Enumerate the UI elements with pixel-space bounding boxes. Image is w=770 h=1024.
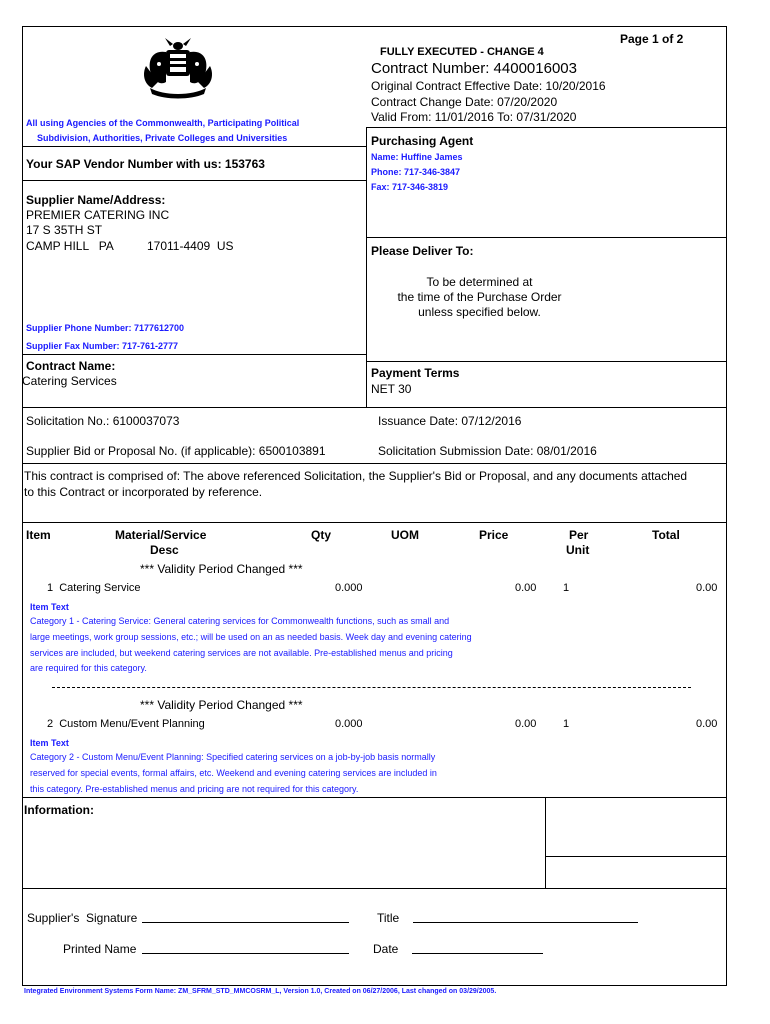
information-divider bbox=[545, 797, 546, 888]
vendor-number: Your SAP Vendor Number with us: 153763 bbox=[26, 157, 265, 171]
agent-name: Name: Huffine James bbox=[371, 152, 463, 162]
item-total: 0.00 bbox=[696, 582, 718, 594]
contract-number: Contract Number: 4400016003 bbox=[371, 60, 577, 77]
header-divider bbox=[366, 127, 367, 407]
item-text-label: Item Text bbox=[30, 738, 69, 748]
change-date: Contract Change Date: 07/20/2020 bbox=[371, 95, 558, 109]
comprised-line1: This contract is comprised of: The above referenced Solicitation, the Supplier's Bid or Proposal, and any documents attached bbox=[24, 469, 688, 483]
supplier-street: 17 S 35TH ST bbox=[26, 223, 103, 237]
item-validity: *** Validity Period Changed *** bbox=[140, 562, 303, 576]
payment-terms-rule bbox=[366, 361, 727, 362]
bid-number: Supplier Bid or Proposal No. (if applicable): 6500103891 bbox=[26, 444, 326, 458]
valid-dates: Valid From: 11/01/2016 To: 07/31/2020 bbox=[371, 110, 577, 124]
agent-top-rule bbox=[366, 127, 727, 128]
supplier-phone: Supplier Phone Number: 7177612700 bbox=[26, 323, 185, 333]
item-text-label: Item Text bbox=[30, 602, 69, 612]
column-qty: Qty bbox=[311, 528, 332, 542]
signature-label: Supplier's Signature bbox=[27, 911, 138, 925]
item-text-line: large meetings, work group sessions, etc.; will be used on an as needed basis. Week day and evening catering bbox=[30, 632, 472, 642]
item-text-line: are required for this category. bbox=[30, 663, 147, 673]
comprised-line2: to this Contract or incorporated by reference. bbox=[24, 485, 263, 499]
supplier-zip: 17011-4409 US bbox=[147, 239, 234, 253]
date-label: Date bbox=[373, 942, 399, 956]
supplier-fax: Supplier Fax Number: 717-761-2777 bbox=[26, 341, 179, 351]
payment-terms-label: Payment Terms bbox=[371, 366, 460, 380]
item-separator bbox=[52, 687, 691, 688]
agent-phone: Phone: 717-346-3847 bbox=[371, 167, 461, 177]
information-right-rule bbox=[545, 856, 727, 857]
item-description: 2 Custom Menu/Event Planning bbox=[47, 718, 205, 730]
column-uom: UOM bbox=[391, 528, 419, 542]
purchasing-agent-title: Purchasing Agent bbox=[371, 134, 474, 148]
column-material: Material/Service bbox=[115, 528, 207, 542]
deliver-line2: the time of the Purchase Order bbox=[397, 290, 562, 304]
agencies-line1: All using Agencies of the Commonwealth, Participating Political bbox=[26, 118, 300, 128]
column-unit: Unit bbox=[566, 543, 590, 557]
item-qty: 0.000 bbox=[335, 718, 363, 730]
signature-line[interactable] bbox=[142, 922, 349, 923]
information-label: Information: bbox=[24, 803, 94, 817]
header-rule bbox=[22, 146, 367, 147]
item-price: 0.00 bbox=[515, 582, 537, 594]
deliver-rule bbox=[366, 237, 727, 238]
contract-name-label: Contract Name: bbox=[26, 359, 116, 373]
information-rule bbox=[22, 797, 727, 798]
form-footer: Integrated Environment Systems Form Name: ZM_SFRM_STD_MMCOSRM_L, Version 1.0, Created on 06/27/2006, Last changed on 03/29/2005. bbox=[24, 988, 497, 995]
agencies-line2: Subdivision, Authorities, Private Colleges and Universities bbox=[37, 133, 288, 143]
deliver-label: Please Deliver To: bbox=[371, 244, 474, 258]
item-text-line: Category 1 - Catering Service: General catering services for Commonwealth functions, such as small and bbox=[30, 616, 450, 626]
item-per: 1 bbox=[563, 582, 570, 594]
issuance-date: Issuance Date: 07/12/2016 bbox=[378, 414, 522, 428]
vendor-rule bbox=[22, 180, 367, 181]
column-per: Per bbox=[569, 528, 589, 542]
item-price: 0.00 bbox=[515, 718, 537, 730]
signature-rule bbox=[22, 888, 727, 889]
column-total: Total bbox=[652, 528, 680, 542]
title-line[interactable] bbox=[413, 922, 638, 923]
printed-name-line[interactable] bbox=[142, 953, 349, 954]
supplier-label: Supplier Name/Address: bbox=[26, 193, 166, 207]
agent-fax: Fax: 717-346-3819 bbox=[371, 182, 449, 192]
deliver-line3: unless specified below. bbox=[418, 305, 541, 319]
contract-name-value: Catering Services bbox=[22, 374, 117, 388]
executed-status: FULLY EXECUTED - CHANGE 4 bbox=[380, 46, 544, 58]
column-item: Item bbox=[26, 528, 51, 542]
comprised-rule bbox=[22, 463, 727, 464]
effective-date: Original Contract Effective Date: 10/20/2016 bbox=[371, 79, 606, 93]
supplier-city: CAMP HILL PA bbox=[26, 239, 114, 253]
submission-date: Solicitation Submission Date: 08/01/2016 bbox=[378, 444, 597, 458]
item-validity: *** Validity Period Changed *** bbox=[140, 698, 303, 712]
page-number: Page 1 of 2 bbox=[620, 32, 684, 46]
payment-terms-value: NET 30 bbox=[371, 382, 412, 396]
item-qty: 0.000 bbox=[335, 582, 363, 594]
commonwealth-seal-icon bbox=[140, 36, 216, 100]
date-line[interactable] bbox=[412, 953, 543, 954]
item-text-line: reserved for special events, formal affairs, etc. Weekend and evening catering services are included in bbox=[30, 768, 437, 778]
deliver-line1: To be determined at bbox=[426, 275, 533, 289]
contract-name-rule bbox=[22, 354, 367, 355]
solicitation-number: Solicitation No.: 6100037073 bbox=[26, 414, 180, 428]
item-text-line: services are included, but weekend catering services are not available. Pre-established menus and pricing bbox=[30, 648, 453, 658]
item-per: 1 bbox=[563, 718, 570, 730]
item-text-line: Category 2 - Custom Menu/Event Planning: Specified catering services on a job-by-job basis normally bbox=[30, 752, 436, 762]
columns-rule bbox=[22, 522, 727, 523]
item-total: 0.00 bbox=[696, 718, 718, 730]
item-text-line: this category. Pre-established menus and pricing are not required for this category. bbox=[30, 784, 359, 794]
title-label: Title bbox=[377, 911, 400, 925]
supplier-name: PREMIER CATERING INC bbox=[26, 208, 170, 222]
column-price: Price bbox=[479, 528, 509, 542]
printed-name-label: Printed Name bbox=[63, 942, 137, 956]
solicitation-rule bbox=[22, 407, 727, 408]
column-desc: Desc bbox=[150, 543, 179, 557]
item-description: 1 Catering Service bbox=[47, 582, 141, 594]
